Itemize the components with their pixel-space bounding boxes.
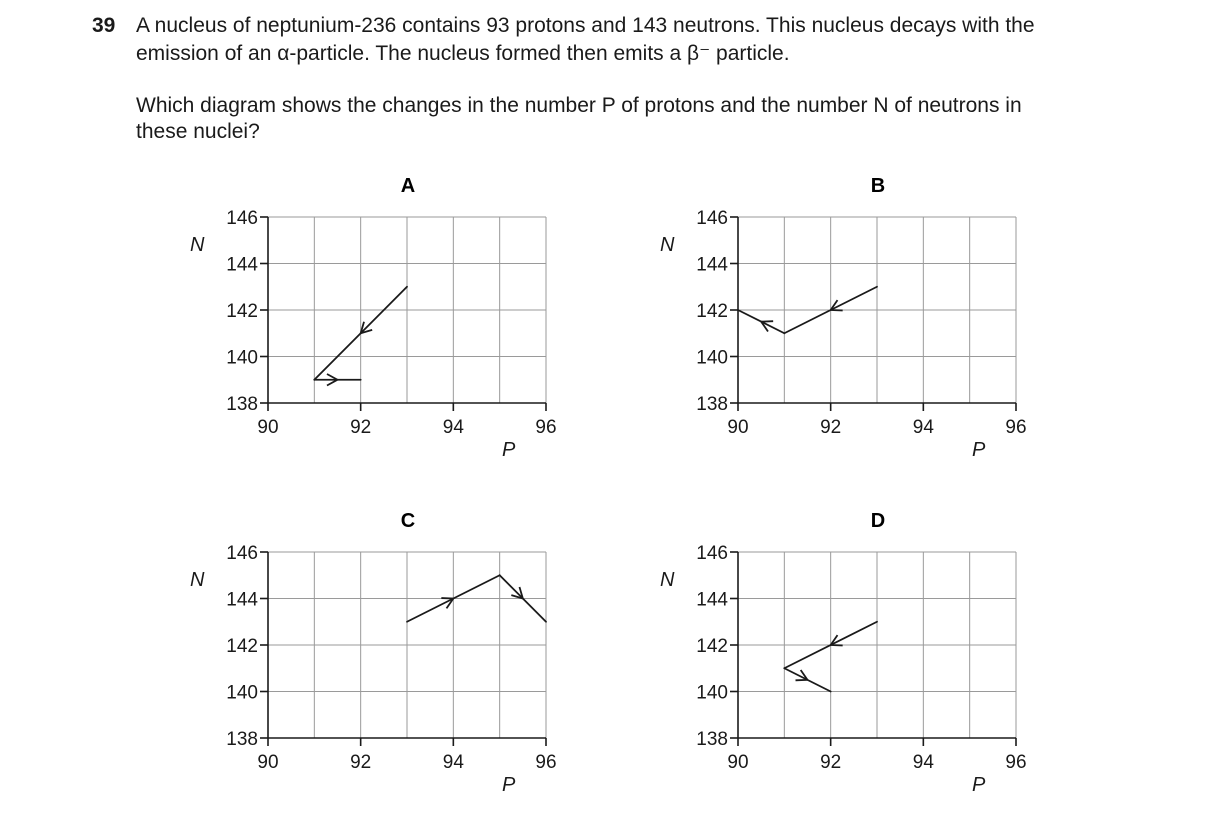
x-tick-label: 90 bbox=[727, 752, 749, 773]
question-ask-line-1: Which diagram shows the changes in the number P of protons and the number N of neutrons in bbox=[136, 94, 1022, 117]
x-tick-label: 92 bbox=[350, 752, 372, 773]
y-tick-label: 140 bbox=[226, 682, 258, 704]
x-tick-label: 92 bbox=[350, 417, 372, 438]
x-tick-label: 94 bbox=[912, 417, 934, 438]
question-ask-line-2: these nuclei? bbox=[136, 120, 260, 143]
x-tick-label: 90 bbox=[257, 752, 279, 773]
x-tick-label: 90 bbox=[257, 417, 279, 438]
y-axis-name: N bbox=[660, 569, 675, 591]
grid bbox=[738, 552, 1016, 738]
diagram-a bbox=[180, 170, 620, 490]
y-tick-label: 144 bbox=[696, 254, 728, 276]
y-tick-label: 144 bbox=[226, 589, 258, 611]
y-tick-label: 146 bbox=[696, 208, 728, 229]
y-tick-label: 144 bbox=[226, 254, 258, 276]
x-tick-label: 92 bbox=[820, 417, 842, 438]
grid bbox=[268, 217, 546, 403]
diagram-d bbox=[650, 505, 1090, 825]
x-axis-name: P bbox=[972, 774, 986, 796]
question-number: 39 bbox=[92, 14, 116, 37]
y-tick-label: 146 bbox=[226, 543, 258, 564]
question-stem-line-1: A nucleus of neptunium-236 contains 93 protons and 143 neutrons. This nucleus decays with the bbox=[136, 14, 1035, 37]
y-axis-name: N bbox=[190, 234, 205, 256]
x-tick-label: 94 bbox=[442, 417, 464, 438]
y-tick-label: 146 bbox=[696, 543, 728, 564]
diagram-c-svg bbox=[180, 505, 620, 825]
y-tick-label: 142 bbox=[226, 301, 258, 322]
x-tick-label: 96 bbox=[1005, 417, 1027, 438]
x-tick-label: 96 bbox=[1005, 752, 1027, 773]
diagram-a-label: A bbox=[400, 175, 416, 197]
y-tick-label: 142 bbox=[226, 636, 258, 657]
x-axis-name: P bbox=[972, 439, 986, 461]
y-tick-label: 140 bbox=[696, 682, 728, 704]
y-tick-label: 142 bbox=[696, 636, 728, 657]
diagram-a-svg bbox=[180, 170, 620, 490]
y-tick-label: 140 bbox=[226, 347, 258, 369]
y-tick-label: 138 bbox=[226, 394, 258, 415]
x-tick-label: 94 bbox=[442, 752, 464, 773]
grid bbox=[738, 217, 1016, 403]
diagram-b-svg bbox=[650, 170, 1090, 490]
y-tick-label: 138 bbox=[226, 729, 258, 750]
x-tick-label: 92 bbox=[820, 752, 842, 773]
diagram-c bbox=[180, 505, 620, 825]
y-axis-name: N bbox=[660, 234, 675, 256]
y-tick-label: 138 bbox=[696, 394, 728, 415]
diagram-b-label: B bbox=[870, 175, 886, 197]
diagram-c-label: C bbox=[400, 510, 416, 532]
question-stem-line-2: emission of an α-particle. The nucleus formed then emits a β⁻ particle. bbox=[136, 42, 790, 65]
x-axis-name: P bbox=[502, 774, 516, 796]
diagram-d-svg bbox=[650, 505, 1090, 825]
y-tick-label: 146 bbox=[226, 208, 258, 229]
x-tick-label: 96 bbox=[535, 752, 557, 773]
x-tick-label: 90 bbox=[727, 417, 749, 438]
y-tick-label: 140 bbox=[696, 347, 728, 369]
x-tick-label: 96 bbox=[535, 417, 557, 438]
diagram-d-label: D bbox=[870, 510, 886, 532]
y-tick-label: 144 bbox=[696, 589, 728, 611]
y-tick-label: 138 bbox=[696, 729, 728, 750]
diagram-b bbox=[650, 170, 1090, 490]
x-axis-name: P bbox=[502, 439, 516, 461]
y-axis-name: N bbox=[190, 569, 205, 591]
x-tick-label: 94 bbox=[912, 752, 934, 773]
y-tick-label: 142 bbox=[696, 301, 728, 322]
